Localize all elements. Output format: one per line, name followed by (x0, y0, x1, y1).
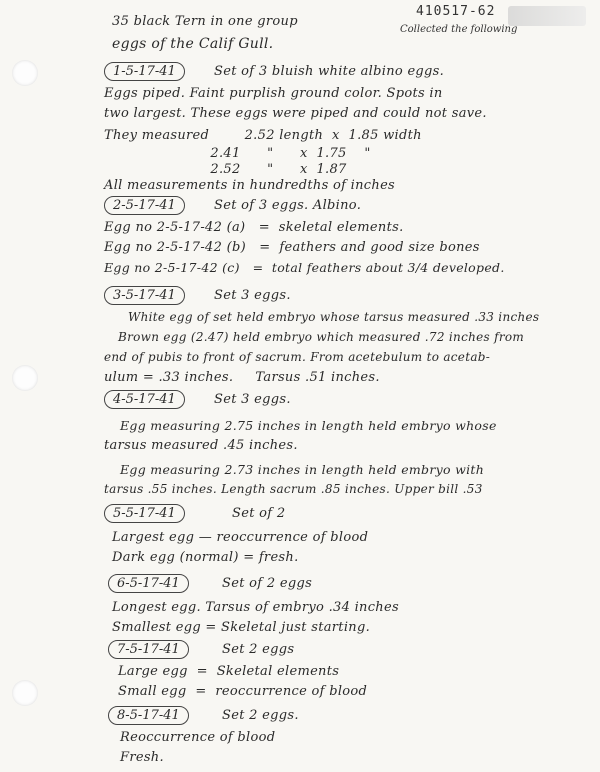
entry-1-line-0: Set of 3 bluish white albino eggs. (214, 64, 445, 79)
set-ref-2: 2-5-17-41 (104, 196, 185, 215)
set-ref-7: 7-5-17-41 (108, 640, 189, 659)
collected-note: Collected the following (400, 24, 518, 35)
entry-2-line-3: Egg no 2-5-17-42 (c) = total feathers about 3/4 developed. (104, 260, 505, 275)
entry-6-line-0: Set of 2 eggs (222, 576, 313, 591)
entry-6-line-2: Smallest egg = Skeletal just starting. (112, 620, 371, 635)
entry-8-line-1: Reoccurrence of blood (120, 730, 276, 745)
entry-4-line-1: Egg measuring 2.75 inches in length held embryo whose (120, 418, 497, 433)
set-ref-3: 3-5-17-41 (104, 286, 185, 305)
entry-1-line-2: two largest. These eggs were piped and could not save. (104, 106, 487, 121)
set-ref-1: 1-5-17-41 (104, 62, 185, 81)
punch-hole-middle (12, 365, 38, 391)
entry-3-line-4: ulum = .33 inches. Tarsus .51 inches. (104, 370, 380, 385)
entry-8-line-2: Fresh. (120, 750, 164, 765)
entry-1-line-4: 2.41 " x 1.75 " (104, 146, 371, 161)
entry-1-line-6: All measurements in hundredths of inches (104, 178, 396, 193)
entry-7-line-0: Set 2 eggs (222, 642, 295, 657)
entry-6-line-1: Longest egg. Tarsus of embryo .34 inches (112, 600, 399, 615)
entry-4-line-2: tarsus measured .45 inches. (104, 438, 298, 453)
scribble-mark (508, 6, 586, 26)
header-line-2: eggs of the Calif Gull. (112, 36, 274, 52)
header-line-1: 35 black Tern in one group (112, 14, 298, 29)
entry-7-line-1: Large egg = Skeletal elements (118, 664, 340, 679)
entry-3-line-2: Brown egg (2.47) held embryo which measured .72 inches from (118, 330, 525, 344)
entry-5-line-0: Set of 2 (232, 506, 286, 521)
punch-hole-bottom (12, 680, 38, 706)
catalog-number: 410517-62 (416, 4, 496, 19)
entry-4-line-3: Egg measuring 2.73 inches in length held embryo with (120, 462, 485, 477)
entry-5-line-1: Largest egg — reoccurrence of blood (112, 530, 369, 545)
entry-2-line-1: Egg no 2-5-17-42 (a) = skeletal elements. (104, 220, 404, 235)
entry-7-line-2: Small egg = reoccurrence of blood (118, 684, 368, 699)
entry-3-line-1: White egg of set held embryo whose tarsus measured .33 inches (128, 310, 540, 324)
entry-1-line-3: They measured 2.52 length x 1.85 width (104, 128, 422, 143)
entry-4-line-4: tarsus .55 inches. Length sacrum .85 inches. Upper bill .53 (104, 482, 483, 496)
entry-3-line-3: end of pubis to front of sacrum. From acetebulum to acetab- (104, 350, 491, 364)
entry-3-line-0: Set 3 eggs. (214, 288, 291, 303)
entry-4-line-0: Set 3 eggs. (214, 392, 291, 407)
set-ref-8: 8-5-17-41 (108, 706, 189, 725)
set-ref-6: 6-5-17-41 (108, 574, 189, 593)
entry-1-line-5: 2.52 " x 1.87 (104, 162, 347, 177)
set-ref-5: 5-5-17-41 (104, 504, 185, 523)
entry-8-line-0: Set 2 eggs. (222, 708, 299, 723)
punch-hole-top (12, 60, 38, 86)
entry-5-line-2: Dark egg (normal) = fresh. (112, 550, 299, 565)
entry-2-line-0: Set of 3 eggs. Albino. (214, 198, 362, 213)
set-ref-4: 4-5-17-41 (104, 390, 185, 409)
entry-1-line-1: Eggs piped. Faint purplish ground color. Spots in (104, 86, 443, 101)
entry-2-line-2: Egg no 2-5-17-42 (b) = feathers and good size bones (104, 240, 480, 255)
